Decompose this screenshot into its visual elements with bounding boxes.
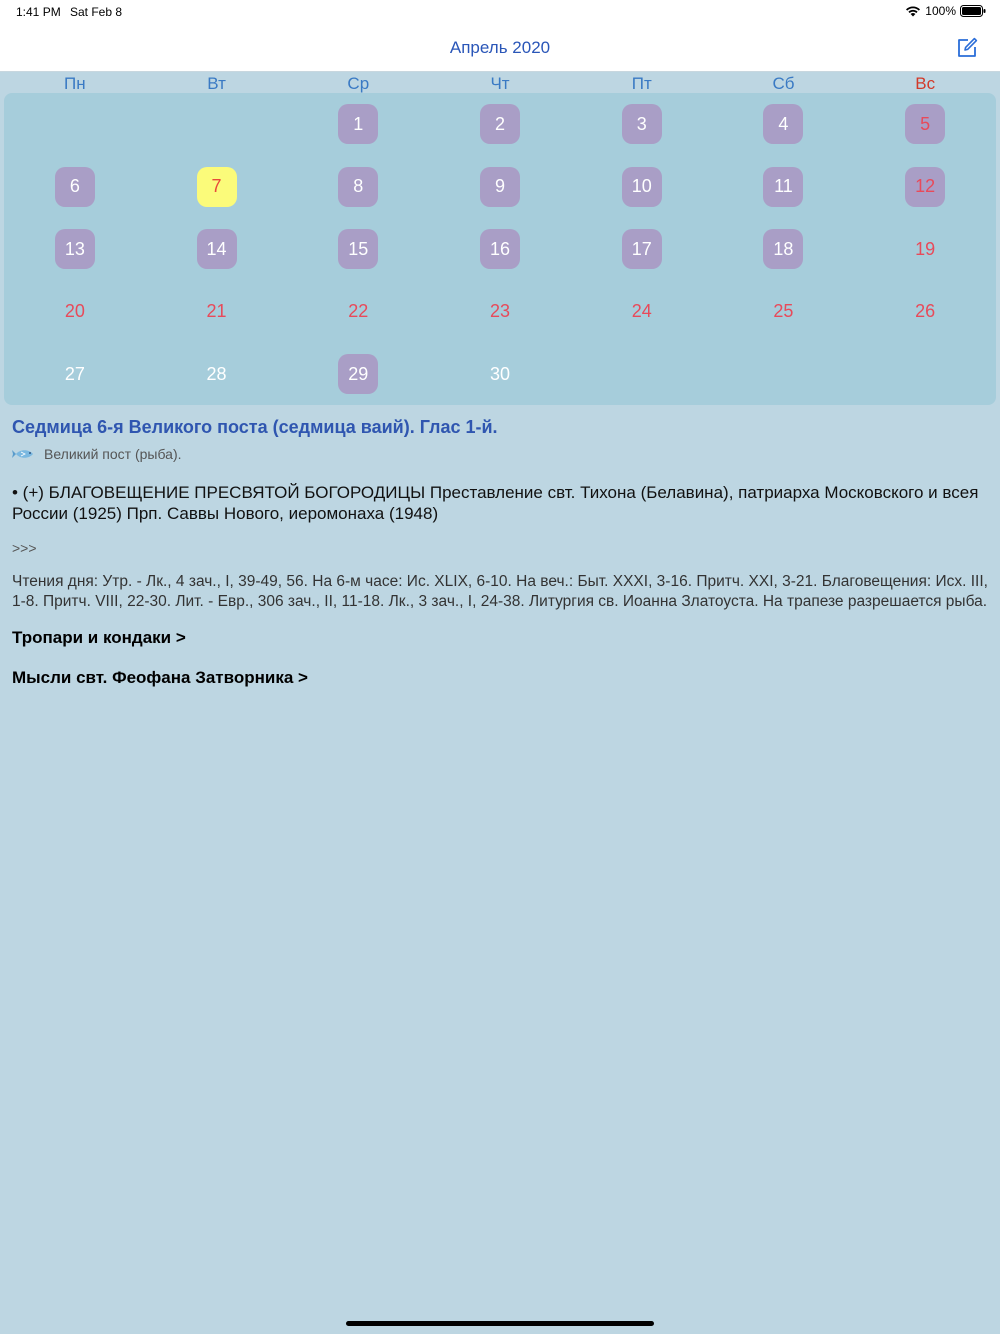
day-11[interactable]: 11 <box>763 167 803 207</box>
feofan-link[interactable]: Мысли свт. Феофана Затворника > <box>12 668 308 687</box>
day-2[interactable]: 2 <box>480 104 520 144</box>
day-26[interactable]: 26 <box>915 301 936 322</box>
calendar-cell <box>571 281 713 344</box>
weekday-sun: Вс <box>915 74 936 93</box>
day-23[interactable]: 23 <box>489 301 510 322</box>
calendar-cell <box>713 281 855 344</box>
calendar-cell <box>287 218 429 281</box>
troparia-link[interactable]: Тропари и кондаки > <box>12 628 186 647</box>
calendar-cell <box>854 156 996 219</box>
calendar-cell <box>429 343 571 406</box>
home-indicator <box>346 1321 654 1326</box>
day-8[interactable]: 8 <box>338 167 378 207</box>
calendar-cell <box>4 218 146 281</box>
calendar-cell <box>4 281 146 344</box>
fish-icon <box>12 448 38 460</box>
calendar-cell <box>146 218 288 281</box>
week-title: Седмица 6-я Великого поста (седмица ваий). Глас 1-й. <box>12 417 498 437</box>
day-1[interactable]: 1 <box>338 104 378 144</box>
day-14[interactable]: 14 <box>197 229 237 269</box>
day-24[interactable]: 24 <box>631 301 652 322</box>
day-5[interactable]: 5 <box>905 104 945 144</box>
day-10[interactable]: 10 <box>622 167 662 207</box>
readings-text: Чтения дня: Утр. - Лк., 4 зач., I, 39-49, 56. На 6-м часе: Ис. XLIX, 6-10. На веч.: Быт. XXXI, 3-16. Притч. XXI, 3-21. Благовещения: Исх. III, 1-8. Притч. VIII, 22-30. Лит. - Евр., 306 зач., II, 11-18. Лк., 3 зач., I, 24-38. Литургия св. Иоанна Златоуста. На трапезе разрешается рыба. <box>12 573 988 610</box>
calendar-cell <box>287 281 429 344</box>
status-time: 1:41 PM <box>16 5 61 19</box>
calendar-cell <box>146 156 288 219</box>
day-6[interactable]: 6 <box>55 167 95 207</box>
calendar-cell <box>4 93 146 156</box>
day-22[interactable]: 22 <box>348 301 369 322</box>
calendar-cell <box>287 156 429 219</box>
wifi-icon <box>905 5 921 17</box>
status-bar <box>0 0 1000 24</box>
calendar-cell <box>4 343 146 406</box>
compose-icon[interactable] <box>956 37 978 59</box>
calendar-cell <box>146 281 288 344</box>
feast-text: • (+) БЛАГОВЕЩЕНИЕ ПРЕСВЯТОЙ БОГОРОДИЦЫ Преставление свт. Тихона (Белавина), патриарха Московского и всея России (1925) Прп. Саввы Нового, иеромонаха (1948) <box>12 483 979 523</box>
calendar-cell <box>571 218 713 281</box>
weekday-sat: Сб <box>772 74 795 93</box>
day-18[interactable]: 18 <box>763 229 803 269</box>
more-link[interactable]: >>> <box>12 540 37 556</box>
day-27[interactable]: 27 <box>64 363 85 384</box>
calendar-cell <box>429 93 571 156</box>
day-12[interactable]: 12 <box>905 167 945 207</box>
month-title: Апрель 2020 <box>449 38 551 57</box>
day-13[interactable]: 13 <box>55 229 95 269</box>
calendar-grid <box>4 93 996 405</box>
day-info <box>12 416 988 688</box>
battery-icon <box>960 5 986 17</box>
calendar-cell <box>429 218 571 281</box>
day-3[interactable]: 3 <box>622 104 662 144</box>
day-17[interactable]: 17 <box>622 229 662 269</box>
calendar-cell <box>571 93 713 156</box>
day-7[interactable]: 7 <box>197 167 237 207</box>
calendar-cell <box>146 93 288 156</box>
weekday-wed: Ср <box>347 74 370 93</box>
day-19[interactable]: 19 <box>915 238 936 259</box>
weekday-header <box>4 72 996 94</box>
day-16[interactable]: 16 <box>480 229 520 269</box>
fast-line <box>12 446 988 462</box>
calendar-cell <box>146 343 288 406</box>
calendar-cell <box>429 281 571 344</box>
day-25[interactable]: 25 <box>773 301 794 322</box>
day-28[interactable]: 28 <box>206 363 227 384</box>
calendar-cell <box>287 343 429 406</box>
weekday-tue: Вт <box>207 74 226 93</box>
day-9[interactable]: 9 <box>480 167 520 207</box>
calendar-cell <box>854 218 996 281</box>
calendar-cell <box>429 156 571 219</box>
battery-percent: 100% <box>925 4 956 18</box>
weekday-mon: Пн <box>64 74 86 93</box>
weekday-thu: Чт <box>490 74 510 93</box>
day-4[interactable]: 4 <box>763 104 803 144</box>
calendar-cell <box>713 156 855 219</box>
weekday-fri: Пт <box>631 74 652 93</box>
day-21[interactable]: 21 <box>206 301 227 322</box>
calendar-cell <box>713 93 855 156</box>
calendar-cell <box>854 93 996 156</box>
calendar-cell <box>4 156 146 219</box>
day-20[interactable]: 20 <box>64 301 85 322</box>
navigation-bar <box>0 24 1000 72</box>
calendar-cell <box>713 218 855 281</box>
calendar-cell <box>287 93 429 156</box>
day-29[interactable]: 29 <box>338 354 378 394</box>
status-right <box>905 4 986 18</box>
calendar-cell <box>854 281 996 344</box>
day-30[interactable]: 30 <box>489 363 510 384</box>
fast-text: Великий пост (рыба). <box>44 446 182 462</box>
status-date: Sat Feb 8 <box>70 5 123 19</box>
calendar-cell <box>571 156 713 219</box>
day-15[interactable]: 15 <box>338 229 378 269</box>
